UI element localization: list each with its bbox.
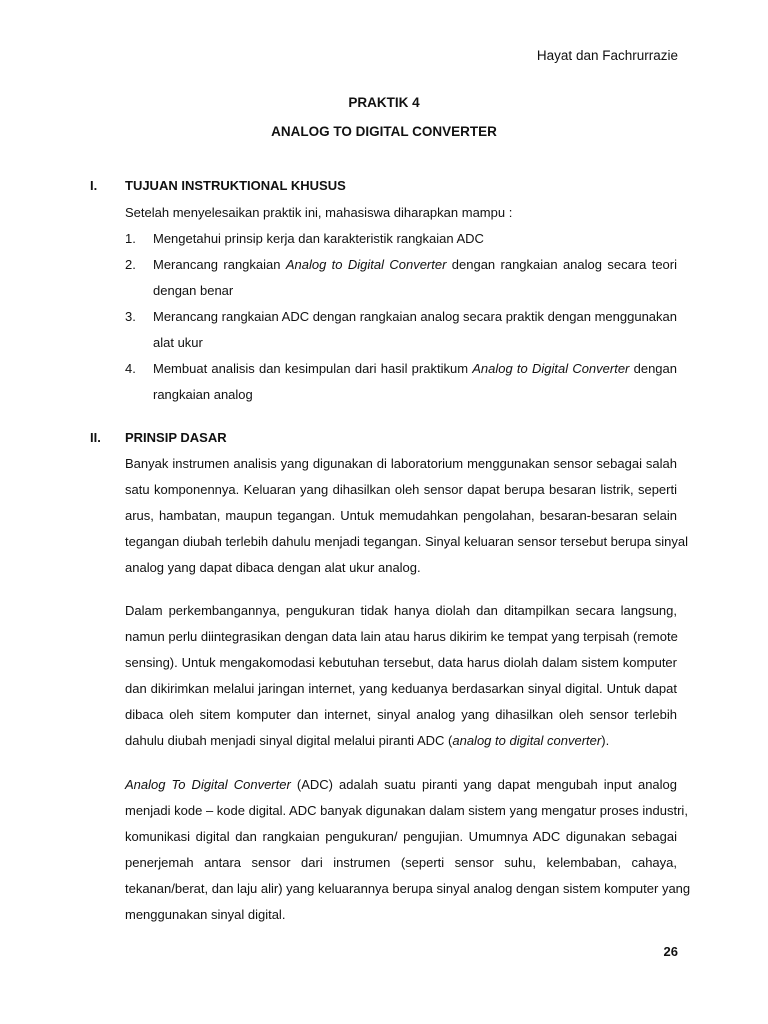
emphasis-text: analog to digital converter	[452, 733, 602, 748]
section-number-2: II.	[90, 430, 101, 445]
emphasis-text: Analog To Digital Converter	[125, 777, 291, 792]
practicum-number: PRAKTIK 4	[348, 95, 420, 110]
paragraph-line: Banyak instrumen analisis yang digunakan di laboratorium menggunakan sensor sebagai salah	[125, 456, 677, 471]
paragraph-line: namun perlu diintegrasikan dengan data lain atau harus dikirim ke tempat yang terpisah (remote	[125, 629, 678, 644]
paragraph-line: arus, hambatan, maupun tegangan. Untuk memudahkan pengolahan, besaran-besaran selain	[125, 508, 677, 523]
page-number: 26	[663, 944, 678, 959]
paragraph-line: dahulu diubah menjadi sinyal digital melalui piranti ADC (analog to digital converter).	[125, 733, 610, 748]
section-heading-2: PRINSIP DASAR	[125, 430, 227, 445]
list-item-text: Merancang rangkaian Analog to Digital Converter dengan rangkaian analog secara teori	[153, 257, 677, 272]
header-author: Hayat dan Fachrurrazie	[536, 48, 678, 63]
paragraph-line: Analog To Digital Converter (ADC) adalah suatu piranti yang dapat mengubah input analog	[125, 777, 677, 792]
list-item-number: 3.	[125, 309, 136, 324]
list-item-text: Membuat analisis dan kesimpulan dari hasil praktikum Analog to Digital Converter dengan	[153, 361, 677, 376]
paragraph-line: satu komponennya. Keluaran yang dihasilkan oleh sensor dapat berupa besaran listrik, seperti	[125, 482, 677, 497]
paragraph-line: sensing). Untuk mengakomodasi kebutuhan tersebut, data harus diolah dalam sistem komputer	[125, 655, 677, 670]
paragraph-line: menggunakan sinyal digital.	[125, 907, 286, 922]
practicum-title: ANALOG TO DIGITAL CONVERTER	[271, 124, 497, 139]
section-number-1: I.	[90, 178, 98, 193]
list-item-number: 1.	[125, 231, 136, 246]
section-1-intro: Setelah menyelesaikan praktik ini, mahasiswa diharapkan mampu :	[125, 205, 513, 220]
emphasis-text: Analog to Digital Converter	[472, 361, 630, 376]
paragraph-line: Dalam perkembangannya, pengukuran tidak hanya diolah dan ditampilkan secara langsung,	[125, 603, 677, 618]
list-item-text: Merancang rangkaian ADC dengan rangkaian analog secara praktik dengan menggunakan	[153, 309, 677, 324]
section-heading-1: TUJUAN INSTRUKTIONAL KHUSUS	[125, 178, 346, 193]
list-item-continuation: alat ukur	[153, 335, 203, 350]
list-item-number: 4.	[125, 361, 136, 376]
paragraph-line: dibaca oleh sitem komputer dan internet, sinyal analog yang dihasilkan oleh sensor terlebih	[125, 707, 677, 722]
paragraph-line: menjadi kode – kode digital. ADC banyak digunakan dalam sistem yang mengatur proses industri,	[125, 803, 688, 818]
emphasis-text: Analog to Digital Converter	[285, 257, 447, 272]
paragraph-line: dan dikirimkan melalui jaringan internet, yang keduanya berdasarkan sinyal digital. Untuk dapat	[125, 681, 677, 696]
list-item-text: Mengetahui prinsip kerja dan karakteristik rangkaian ADC	[153, 231, 484, 246]
paragraph-line: penerjemah antara sensor dari instrumen (seperti sensor suhu, kelembaban, cahaya,	[125, 855, 677, 870]
paragraph-line: tekanan/berat, dan laju alir) yang keluarannya berupa sinyal analog dengan sistem komputer yang	[125, 881, 691, 896]
paragraph-line: komunikasi digital dan rangkaian pengukuran/ pengujian. Umumnya ADC digunakan sebagai	[125, 829, 677, 844]
list-item-number: 2.	[125, 257, 136, 272]
paragraph-line: tegangan diubah terlebih dahulu menjadi tegangan. Sinyal keluaran sensor tersebut berupa sinyal	[125, 534, 689, 549]
list-item-continuation: dengan benar	[153, 283, 234, 298]
list-item-continuation: rangkaian analog	[153, 387, 253, 402]
paragraph-line: analog yang dapat dibaca dengan alat ukur analog.	[125, 560, 421, 575]
